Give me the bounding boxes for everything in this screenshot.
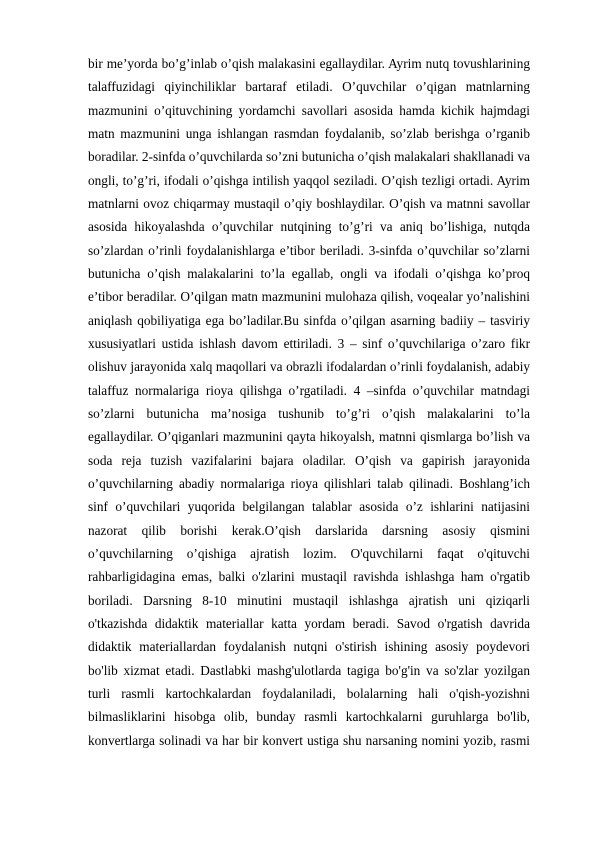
text-line: olishuv jarayonida xalq maqollari va obrazli ifodalardan o’rinli foydalanish, adabiy [88,359,530,375]
text-line: asosida hikoyalashda o’quvchilar nutqining to’g’ri va aniq bo’lishiga, nutqda [88,219,530,235]
text-line: matnlarni ovoz chiqarmay mustaqil o’qiy boshlaydilar. O’qish va matnni savollar [88,195,530,211]
text-line: o'tkazishda didaktik materiallar katta yordam beradi. Savod o'rgatish davrida [88,615,530,631]
document-page [88,52,530,752]
text-line: so’zlardan o’rinli foydalanishlarga e’tibor beriladi. 3-sinfda o’quvchilar so’zlarni [88,242,530,258]
text-line: bir me’yorda bo’g’inlab o’qish malakasini egallaydilar. Ayrim nutq tovushlarining [88,56,530,71]
text-line: soda reja tuzish vazifalarini bajara oladilar. O’qish va gapirish jarayonida [88,452,530,468]
text-line: so’zlarni butunicha ma’nosiga tushunib to’g’ri o’qish malakalarini to’la [88,405,530,421]
text-line: talaffuz normalariga rioya qilishga o’rgatiladi. 4 –sinfda o’quvchilar matndagi [88,382,530,398]
text-line: egallaydilar. O’qiganlari mazmunini qayta hikoyalsh, matnni qismlarga bo’lish va [88,429,530,445]
text-line: sinf o’quvchilari yuqorida belgilangan talablar asosida o’z ishlarini natijasini [88,499,530,515]
text-line: ongli, to’g’ri, ifodali o’qishga intilish yaqqol seziladi. O’qish tezligi ortadi. Ayrim [88,172,530,188]
text-line: boriladi. Darsning 8-10 minutini mustaqil ishlashga ajratish uni qiziqarli [88,592,530,608]
text-line: talaffuzidagi qiyinchiliklar bartaraf etiladi. O’quvchilar o’qigan matnlarning [88,79,530,95]
text-line: boradilar. 2-sinfda o’quvchilarda so’zni butunicha o’qish malakalari shakllanadi va [88,149,530,165]
text-line: didaktik materiallardan foydalanish nutqni o'stirish ishining asosiy poydevori [88,639,530,655]
text-line: o’quvchilarning o’qishiga ajratish lozim. O'quvchilarni faqat o'qituvchi [88,545,530,561]
text-line: matn mazmunini unga ishlangan rasmdan foydalanib, so’zlab berishga o’rganib [88,125,530,141]
text-line: nazorat qilib borishi kerak.O’qish darslarida darsning asosiy qismini [88,522,530,538]
text-line: butunicha o’qish malakalarini to’la egallab, ongli va ifodali o’qishga ko’proq [88,265,530,281]
text-line: e’tibor beradilar. O’qilgan matn mazmunini mulohaza qilish, voqealar yo’nalishini [88,289,530,305]
text-line: konvertlarga solinadi va har bir konvert ustiga shu narsaning nomini yozib, rasmi [88,732,530,748]
text-line: turli rasmli kartochkalardan foydalaniladi, bolalarning hali o'qish-yozishni [88,685,530,701]
text-line: o’quvchilarning abadiy normalariga rioya qilishlari talab qilinadi. Boshlang’ich [88,475,530,491]
text-line: rahbarligidagina emas, balki o'zlarini mustaqil ravishda ishlashga ham o'rgatib [88,569,530,585]
text-line: bilmasliklarini hisobga olib, bunday rasmli kartochkalarni guruhlarga bo'lib, [88,709,530,725]
text-line: aniqlash qobiliyatiga ega bo’ladilar.Bu sinfda o’qilgan asarning badiiy – tasviriy [88,312,530,328]
text-line: bo'lib xizmat etadi. Dastlabki mashg'ulotlarda tagiga bo'g'in va so'zlar yozilgan [88,662,530,678]
text-line: mazmunini o’qituvchining yordamchi savollari asosida hamda kichik hajmdagi [88,102,530,118]
text-line: xususiyatlari ustida ishlash davom ettiriladi. 3 – sinf o’quvchilariga o’zaro fikr [88,335,530,351]
